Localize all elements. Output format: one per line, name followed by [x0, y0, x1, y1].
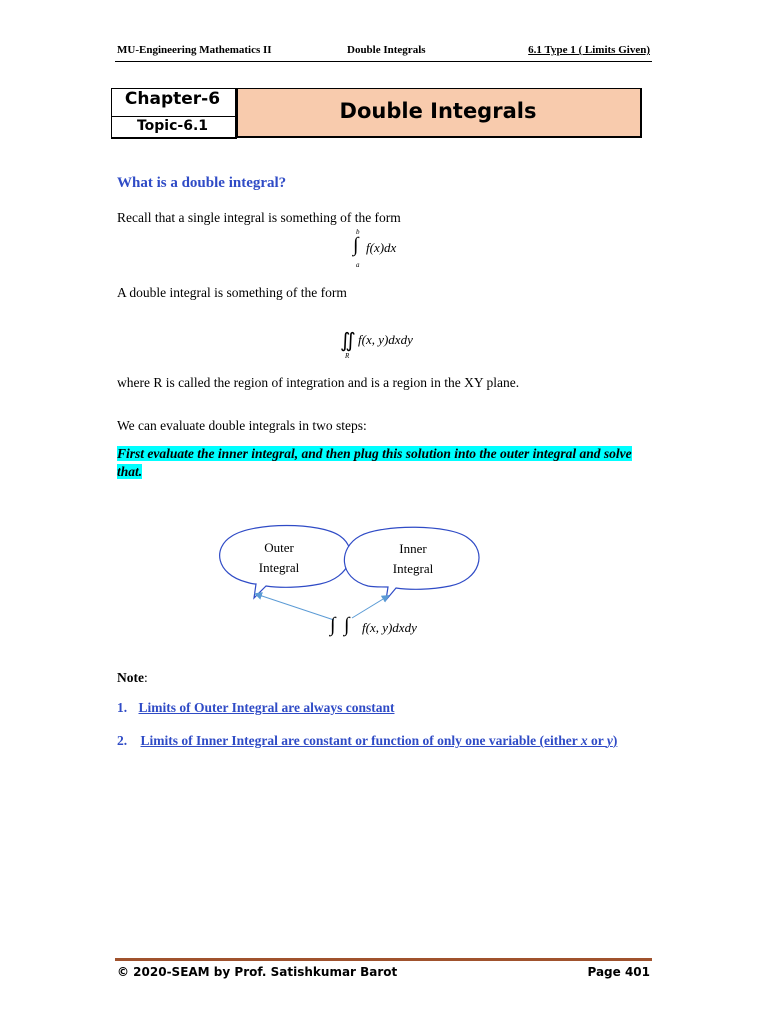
- note-var-y: y: [606, 733, 613, 748]
- note-label-text: Note: [117, 670, 144, 685]
- inner-integral-sign: ∫: [344, 614, 350, 636]
- outer-label-line2: Integral: [258, 560, 300, 575]
- header-chapter: Double Integrals: [347, 44, 426, 56]
- header-course: MU-Engineering Mathematics II: [117, 44, 272, 56]
- header-rule: [115, 61, 652, 62]
- note-text: Limits of Outer Integral are always constant: [138, 700, 395, 715]
- chapter-banner: [111, 88, 641, 138]
- outer-label-line1: Outer: [264, 540, 294, 555]
- topic-label: Topic-6.1: [136, 118, 209, 134]
- note-item-2: [117, 733, 617, 749]
- diagram-equation: [330, 614, 450, 644]
- footer-copyright: © 2020-SEAM by Prof. Satishkumar Barot: [117, 965, 398, 979]
- paragraph-double-integral: A double integral is something of the form: [117, 285, 347, 300]
- footer-rule: [115, 958, 652, 961]
- paragraph-region: where R is called the region of integration and is a region in the XY plane.: [117, 375, 520, 390]
- section-heading: What is a double integral?: [117, 175, 287, 191]
- inner-label-line2: Integral: [392, 561, 434, 576]
- integrand: f(x, y)dxdy: [358, 332, 413, 347]
- paragraph-single-integral: Recall that a single integral is something of the form: [117, 210, 401, 225]
- lower-limit: a: [356, 261, 360, 269]
- note-var-x: x: [580, 733, 588, 748]
- equation-single-integral: [352, 228, 432, 268]
- header-topic: 6.1 Type 1 ( Limits Given): [528, 44, 650, 56]
- note-or: or: [587, 733, 607, 748]
- arrow-to-outer: [256, 594, 334, 620]
- note-label: [117, 670, 148, 686]
- note-close: ): [612, 733, 618, 748]
- note-number: 1.: [117, 700, 128, 715]
- integral-sign: ∫: [353, 234, 359, 256]
- paragraph-two-steps: We can evaluate double integrals in two steps:: [117, 418, 367, 433]
- double-integral-sign: ∬: [340, 330, 356, 352]
- note-colon: :: [144, 670, 148, 685]
- chapter-label: Chapter-6: [124, 89, 221, 109]
- banner-title: Double Integrals: [339, 99, 537, 123]
- note-number: 2.: [117, 733, 128, 748]
- inner-label-line1: Inner: [399, 541, 427, 556]
- equation-double-integral: [340, 328, 450, 362]
- highlighted-text: First evaluate the inner integral, and then plug this solution into the outer integral and solve that.: [117, 446, 632, 479]
- note-item-1: [117, 700, 394, 716]
- footer-page-number: Page 401: [587, 965, 650, 979]
- integrand: f(x)dx: [366, 240, 397, 255]
- upper-limit: b: [356, 228, 360, 236]
- note-text: Limits of Inner Integral are constant or function of only one variable (either: [140, 733, 581, 748]
- diagram-integrand: f(x, y)dxdy: [362, 620, 417, 635]
- outer-integral-sign: ∫: [330, 614, 336, 636]
- region-label: R: [345, 352, 350, 360]
- highlighted-instruction: [117, 445, 632, 481]
